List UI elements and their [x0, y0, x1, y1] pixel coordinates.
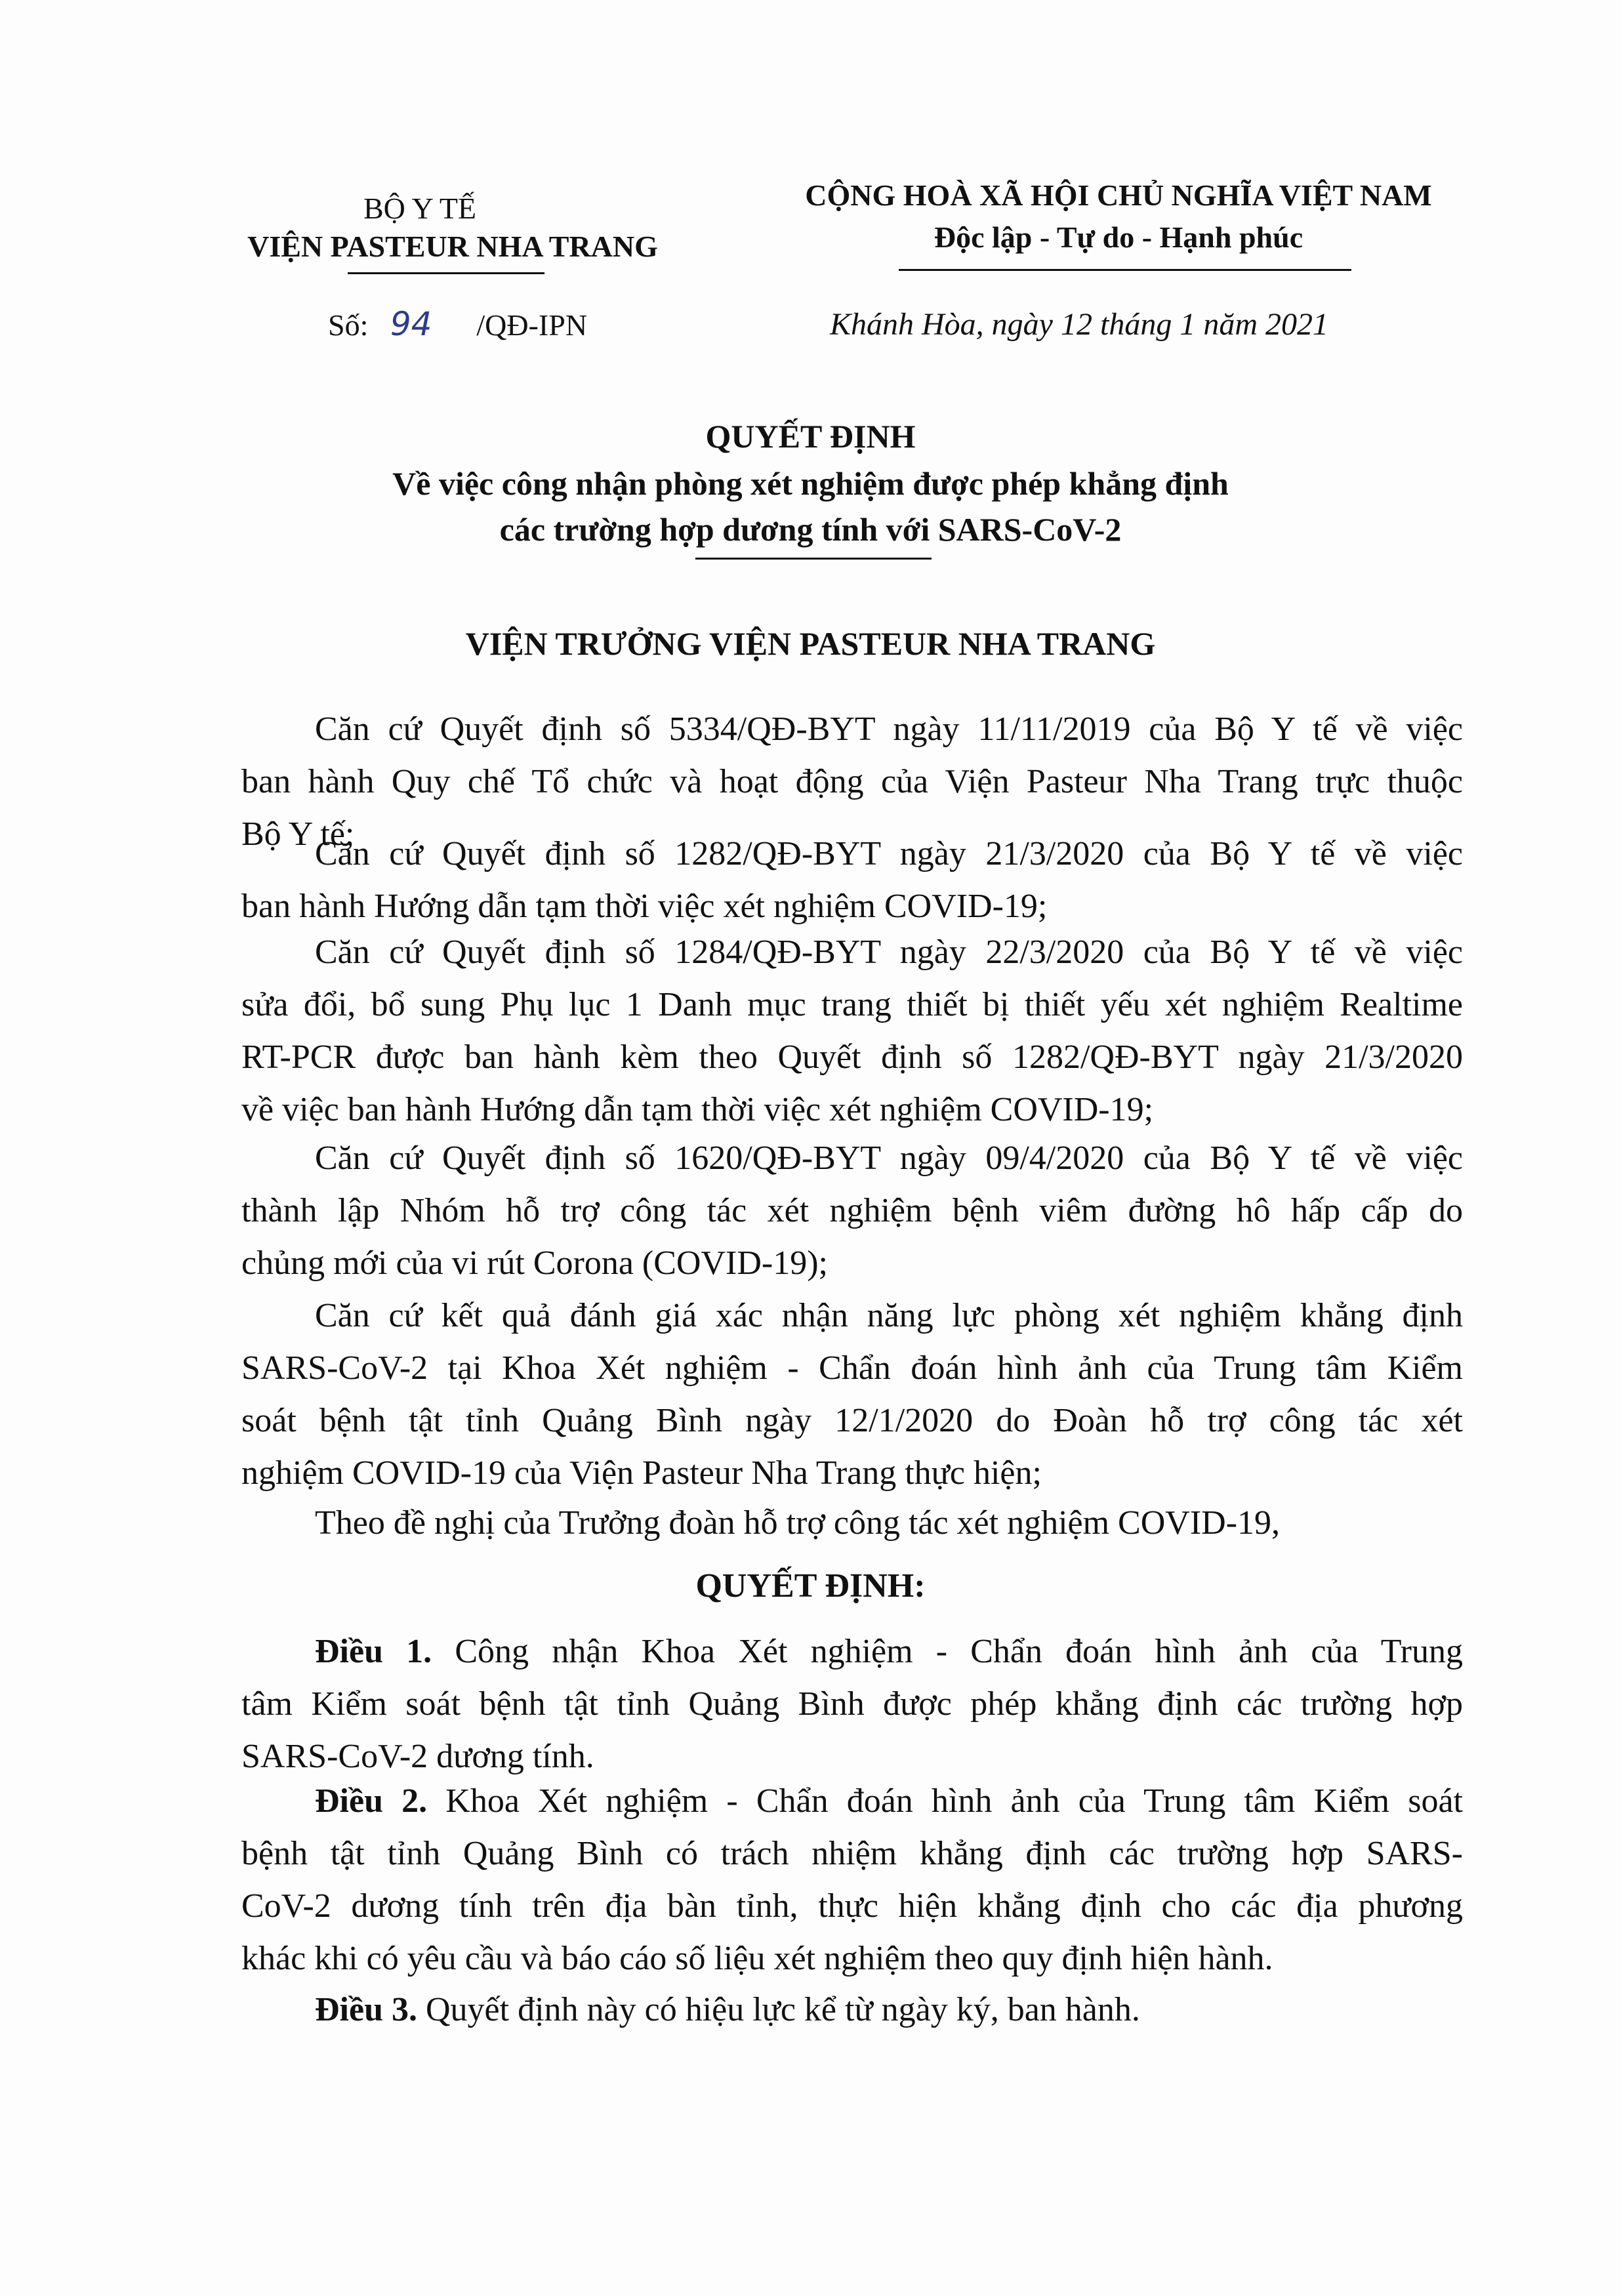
subject-line-2: các trường hợp dương tính với SARS-CoV-2 [499, 511, 1122, 548]
institute-name: VIỆN PASTEUR NHA TRANG [247, 230, 658, 263]
article-1-label: Điều 1. [315, 1633, 432, 1670]
article-1 [241, 1626, 1463, 1783]
basis-1-line-1: Căn cứ Quyết định số 5334/QĐ-BYT ngày 11/11/2019 của Bộ Y tế về việc [315, 710, 1463, 748]
number-suffix: /QĐ-IPN [476, 308, 588, 342]
basis-3-line-2: sửa đổi, bổ sung Phụ lục 1 Danh mục trang thiết bị thiết yếu xét nghiệm Realtime [241, 986, 1463, 1023]
basis-paragraph-3 [241, 926, 1463, 1136]
article-3 [241, 1984, 1463, 2036]
basis-3-line-3: RT-PCR được ban hành kèm theo Quyết định số 1282/QĐ-BYT ngày 21/3/2020 [241, 1038, 1463, 1076]
basis-paragraph-5 [241, 1290, 1463, 1500]
article-2-line-3: CoV-2 dương tính trên địa bàn tỉnh, thực hiện khẳng định cho các địa phương [241, 1887, 1463, 1925]
article-3-text: Quyết định này có hiệu lực kể từ ngày ký, ban hành. [417, 1991, 1140, 2028]
subject-line-1: Về việc công nhận phòng xét nghiệm được phép khẳng định [392, 465, 1229, 502]
basis-3-line-1: Căn cứ Quyết định số 1284/QĐ-BYT ngày 22/3/2020 của Bộ Y tế về việc [315, 933, 1463, 971]
article-2-line-4: khác khi có yêu cầu và báo cáo số liệu xét nghiệm theo quy định hiện hành. [241, 1940, 1273, 1977]
article-2-line-2: bệnh tật tỉnh Quảng Bình có trách nhiệm khẳng định các trường hợp SARS- [241, 1835, 1463, 1872]
basis-paragraph-2 [241, 828, 1463, 933]
basis-5-line-3: soát bệnh tật tỉnh Quảng Bình ngày 12/1/2020 do Đoàn hỗ trợ công tác xét [241, 1402, 1463, 1439]
article-3-label: Điều 3. [315, 1991, 417, 2028]
title-underline [695, 558, 932, 560]
decision-heading: QUYẾT ĐỊNH: [695, 1567, 926, 1605]
article-2-line-1 [241, 1775, 1463, 1828]
basis-5-line-1: Căn cứ kết quả đánh giá xác nhận năng lực phòng xét nghiệm khẳng định [315, 1297, 1463, 1334]
country-name: CỘNG HOÀ XÃ HỘI CHỦ NGHĨA VIỆT NAM [805, 178, 1432, 212]
article-2-label: Điều 2. [315, 1782, 428, 1820]
basis-3-line-4: về việc ban hành Hướng dẫn tạm thời việc xét nghiệm COVID-19; [241, 1091, 1154, 1128]
article-2-text: Khoa Xét nghiệm - Chẩn đoán hình ảnh của Trung tâm Kiểm soát [427, 1782, 1463, 1820]
basis-1-line-2: ban hành Quy chế Tổ chức và hoạt động của Viện Pasteur Nha Trang trực thuộc [241, 763, 1463, 800]
basis-1-line-3: Bộ Y tế; [241, 815, 355, 853]
basis-4-line-1: Căn cứ Quyết định số 1620/QĐ-BYT ngày 09/4/2020 của Bộ Y tế về việc [315, 1139, 1463, 1177]
basis-2-line-1: Căn cứ Quyết định số 1282/QĐ-BYT ngày 21/3/2020 của Bộ Y tế về việc [315, 835, 1463, 872]
basis-5-line-2: SARS-CoV-2 tại Khoa Xét nghiệm - Chẩn đoán hình ảnh của Trung tâm Kiểm [241, 1349, 1463, 1387]
header-left-underline [348, 272, 544, 274]
basis-4-line-2: thành lập Nhóm hỗ trợ công tác xét nghiệm bệnh viêm đường hô hấp cấp do [241, 1192, 1463, 1229]
basis-5-line-4: nghiệm COVID-19 của Viện Pasteur Nha Trang thực hiện; [241, 1454, 1042, 1492]
ministry-name: BỘ Y TẾ [363, 192, 477, 225]
header-right-underline [899, 269, 1351, 271]
number-prefix: Số: [328, 308, 369, 342]
national-motto: Độc lập - Tự do - Hạnh phúc [934, 220, 1303, 254]
basis-paragraph-4 [241, 1132, 1463, 1290]
article-1-line-3: SARS-CoV-2 dương tính. [241, 1738, 594, 1775]
article-2 [241, 1775, 1463, 1985]
article-1-line-1 [241, 1626, 1463, 1678]
article-3-line-1 [241, 1984, 1463, 2036]
basis-paragraph-6 [241, 1497, 1463, 1549]
basis-2-line-2: ban hành Hướng dẫn tạm thời việc xét nghiệm COVID-19; [241, 888, 1048, 925]
handwritten-number: 94 [390, 305, 432, 343]
article-1-text: Công nhận Khoa Xét nghiệm - Chẩn đoán hình ảnh của Trung [432, 1633, 1463, 1670]
basis-6-line-1: Theo đề nghị của Trưởng đoàn hỗ trợ công tác xét nghiệm COVID-19, [315, 1504, 1281, 1542]
place-date: Khánh Hòa, ngày 12 tháng 1 năm 2021 [830, 307, 1328, 342]
document-title: QUYẾT ĐỊNH [705, 418, 916, 455]
article-1-line-2: tâm Kiểm soát bệnh tật tỉnh Quảng Bình được phép khẳng định các trường hợp [241, 1685, 1463, 1723]
authority-heading: VIỆN TRƯỞNG VIỆN PASTEUR NHA TRANG [465, 625, 1156, 662]
document-number [328, 304, 587, 344]
basis-4-line-3: chủng mới của vi rút Corona (COVID-19); [241, 1244, 828, 1282]
